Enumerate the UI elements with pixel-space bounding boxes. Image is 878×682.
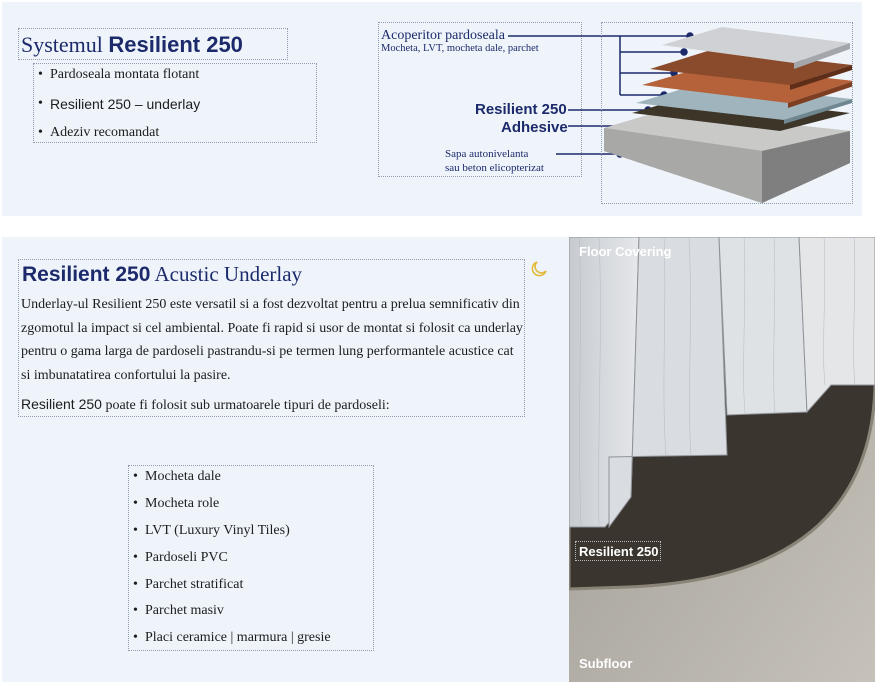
- layer-stack-illustration: [602, 23, 852, 203]
- list-item: • Parchet stratificat: [131, 575, 331, 602]
- system-title-prefix: Systemul: [21, 32, 103, 57]
- underlay-title: [22, 262, 302, 287]
- underlay-title-brand: Resilient 250: [22, 263, 151, 286]
- subfloor-photo-label: Subfloor: [579, 656, 633, 671]
- list-item: • Adeziv recomandat: [36, 123, 200, 152]
- list-item: • LVT (Luxury Vinyl Tiles): [131, 521, 331, 548]
- system-title-brand: Resilient 250: [108, 32, 243, 57]
- underlay-usage-note: [21, 396, 390, 414]
- list-item: • Parchet masiv: [131, 601, 331, 628]
- underlay-description: Underlay-ul Resilient 250 este versatil si a fost dezvoltat pentru a prelua semnificativ din zgomotul la impact si cel ambiental. Poate fi rapid si usor de montat si folosit ca underlay pentru o gama larga de pardoseli pastrandu-si pe termen lung performantele acustice cat si imbunatatirea confortului la pasire.: [21, 297, 523, 383]
- adhesive-label-line2: Adhesive: [501, 119, 568, 136]
- subfloor-label-line2: sau beton elicopterizat: [445, 162, 544, 174]
- usage-note-text: poate fi folosit sub urmatoarele tipuri de pardoseli:: [105, 398, 390, 413]
- list-item: • Pardoseli PVC: [131, 548, 331, 575]
- list-item: • Mocheta role: [131, 494, 331, 521]
- usage-note-brand: Resilient 250: [21, 396, 102, 412]
- subfloor-label-line1: Sapa autonivelanta: [445, 148, 529, 160]
- floor-cross-section-photo: [569, 237, 875, 682]
- floor-covering-photo-label: Floor Covering: [579, 244, 672, 259]
- list-item: • Placi ceramice | marmura | gresie: [131, 628, 331, 655]
- list-item: • Resilient 250 – underlay: [36, 94, 200, 123]
- floor-types-box: [128, 465, 374, 651]
- floor-covering-types-label: Mocheta, LVT, mocheta dale, parchet: [381, 43, 539, 54]
- floor-types-list: [131, 467, 331, 655]
- crescent-moon-icon: [531, 259, 549, 277]
- list-item: • Pardoseala montata flotant: [36, 65, 200, 94]
- floor-layers-illustration: [569, 237, 875, 682]
- floor-covering-label: Acoperitor pardoseala: [381, 28, 505, 43]
- list-item: • Mocheta dale: [131, 467, 331, 494]
- layer-diagram: [601, 22, 853, 204]
- adhesive-label-line1: Resilient 250: [475, 101, 567, 118]
- underlay-photo-label: Resilient 250: [579, 544, 659, 559]
- underlay-title-rest: Acustic Underlay: [154, 262, 303, 286]
- underlay-intro-box: [18, 259, 525, 417]
